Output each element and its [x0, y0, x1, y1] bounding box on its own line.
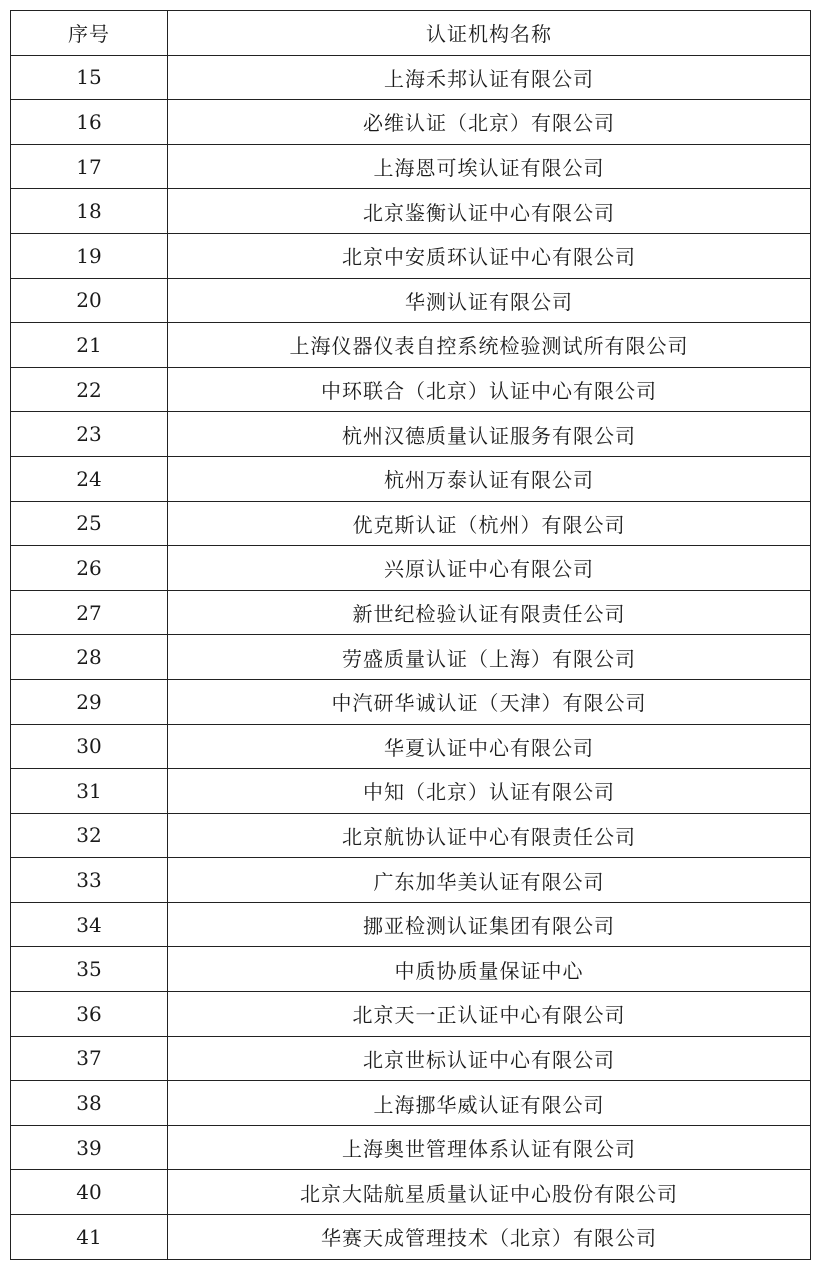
row-index: 19: [11, 233, 168, 278]
row-index: 21: [11, 323, 168, 368]
row-index: 35: [11, 947, 168, 992]
row-index: 16: [11, 100, 168, 145]
row-institution-name: 华测认证有限公司: [168, 278, 811, 323]
table-row: [11, 590, 811, 635]
row-index: 23: [11, 412, 168, 457]
table-row: [11, 679, 811, 724]
row-index: 30: [11, 724, 168, 769]
row-index: 20: [11, 278, 168, 323]
row-index: 34: [11, 902, 168, 947]
row-institution-name: 杭州汉德质量认证服务有限公司: [168, 412, 811, 457]
table-row: [11, 1215, 811, 1260]
header-index: 序号: [11, 11, 168, 56]
row-institution-name: 北京航协认证中心有限责任公司: [168, 813, 811, 858]
row-index: 41: [11, 1215, 168, 1260]
table-row: [11, 902, 811, 947]
table-row: [11, 546, 811, 591]
row-institution-name: 杭州万泰认证有限公司: [168, 456, 811, 501]
row-institution-name: 中知（北京）认证有限公司: [168, 769, 811, 814]
row-index: 18: [11, 189, 168, 234]
row-institution-name: 上海恩可埃认证有限公司: [168, 144, 811, 189]
row-institution-name: 中质协质量保证中心: [168, 947, 811, 992]
table-row: [11, 233, 811, 278]
header-name: 认证机构名称: [168, 11, 811, 56]
table-row: [11, 724, 811, 769]
table-row: [11, 55, 811, 100]
certification-bodies-table: [10, 10, 811, 1260]
row-index: 29: [11, 679, 168, 724]
table-row: [11, 501, 811, 546]
row-institution-name: 挪亚检测认证集团有限公司: [168, 902, 811, 947]
table-row: [11, 1081, 811, 1126]
row-index: 15: [11, 55, 168, 100]
table-row: [11, 858, 811, 903]
row-index: 37: [11, 1036, 168, 1081]
row-institution-name: 上海奥世管理体系认证有限公司: [168, 1125, 811, 1170]
table-row: [11, 367, 811, 412]
row-index: 40: [11, 1170, 168, 1215]
table-row: [11, 992, 811, 1037]
row-institution-name: 中环联合（北京）认证中心有限公司: [168, 367, 811, 412]
table-row: [11, 100, 811, 145]
table-row: [11, 1125, 811, 1170]
row-institution-name: 北京天一正认证中心有限公司: [168, 992, 811, 1037]
row-index: 28: [11, 635, 168, 680]
row-institution-name: 中汽研华诚认证（天津）有限公司: [168, 679, 811, 724]
row-index: 33: [11, 858, 168, 903]
row-institution-name: 新世纪检验认证有限责任公司: [168, 590, 811, 635]
table-row: [11, 635, 811, 680]
table-row: [11, 813, 811, 858]
row-index: 27: [11, 590, 168, 635]
table-row: [11, 769, 811, 814]
row-institution-name: 北京鉴衡认证中心有限公司: [168, 189, 811, 234]
row-index: 31: [11, 769, 168, 814]
row-institution-name: 广东加华美认证有限公司: [168, 858, 811, 903]
row-institution-name: 必维认证（北京）有限公司: [168, 100, 811, 145]
row-index: 25: [11, 501, 168, 546]
table-header-row: [11, 11, 811, 56]
row-index: 26: [11, 546, 168, 591]
table-row: [11, 323, 811, 368]
row-index: 32: [11, 813, 168, 858]
row-institution-name: 上海仪器仪表自控系统检验测试所有限公司: [168, 323, 811, 368]
row-institution-name: 上海禾邦认证有限公司: [168, 55, 811, 100]
table-row: [11, 1170, 811, 1215]
row-index: 24: [11, 456, 168, 501]
row-institution-name: 华赛天成管理技术（北京）有限公司: [168, 1215, 811, 1260]
table-row: [11, 144, 811, 189]
row-index: 22: [11, 367, 168, 412]
table-row: [11, 189, 811, 234]
row-index: 17: [11, 144, 168, 189]
row-index: 38: [11, 1081, 168, 1126]
row-institution-name: 上海挪华威认证有限公司: [168, 1081, 811, 1126]
row-institution-name: 华夏认证中心有限公司: [168, 724, 811, 769]
table-row: [11, 456, 811, 501]
row-institution-name: 优克斯认证（杭州）有限公司: [168, 501, 811, 546]
row-institution-name: 北京中安质环认证中心有限公司: [168, 233, 811, 278]
table-row: [11, 947, 811, 992]
row-institution-name: 劳盛质量认证（上海）有限公司: [168, 635, 811, 680]
row-index: 36: [11, 992, 168, 1037]
row-institution-name: 北京大陆航星质量认证中心股份有限公司: [168, 1170, 811, 1215]
row-index: 39: [11, 1125, 168, 1170]
row-institution-name: 兴原认证中心有限公司: [168, 546, 811, 591]
table-row: [11, 278, 811, 323]
table-row: [11, 412, 811, 457]
table-row: [11, 1036, 811, 1081]
row-institution-name: 北京世标认证中心有限公司: [168, 1036, 811, 1081]
